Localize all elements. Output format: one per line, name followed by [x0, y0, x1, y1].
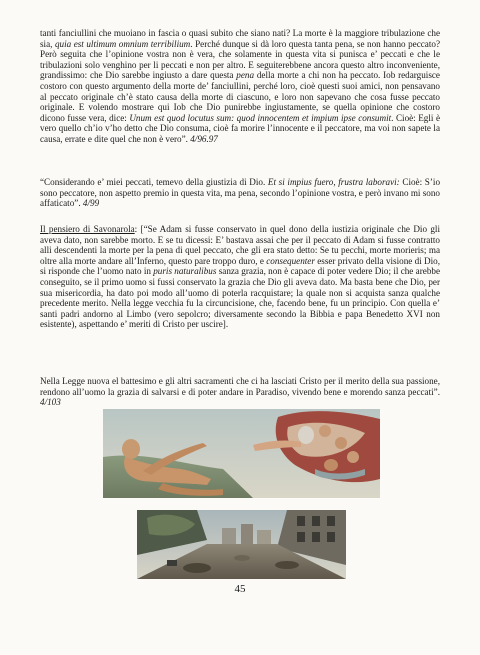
reference: 4/103: [40, 397, 61, 408]
text-run: tanti fanciullini che muoiano in fascia o quasi subito che siano nati? La morte è la maggiore tribulazione che sia,: [40, 28, 440, 49]
text-run: della morte a chi non ha peccato. Iob redarguisce costoro con questo argumento della morte de’ fanciullini, perché loro, cioè questi suoi amici, non pensavano al peccato originale ch’è stato causa della morte di ciascuno, e loro non sapevano che cosa fusse peccato originale. E volendo mostrare qui Iob che Dio punirebbe ingiustamente, se quella opinione che costoro dicono fusse vera, dice:: [40, 70, 440, 123]
paragraph-1: [40, 28, 440, 145]
paragraph-3: [40, 224, 440, 330]
fresco-illustration: [103, 409, 380, 498]
reference: 4/99: [82, 198, 100, 209]
text-run: : [“Se Adam si fusse conservato in quel dono della iustizia originale che Dio gli aveva dato, non sarebbe morto. E se tu dicessi: E’ bastava assai che per il peccato di Adam si fusse contratto alli descendenti la morte per la pena di quel peccato, che gli era stato detto: Se tu pecchi, morte morieris; ma oltre alla morte andare all’Inferno, questo pare troppo duro, e: [40, 224, 440, 266]
street-photo-illustration: [137, 510, 346, 579]
text-run: sanza grazia, non è capace di poter vedere Dio; il che arebbe conseguito, se il primo uomo si fussi conservato la grazia che Dio gli aveva dato. Ma basta bene che Dio, per sua misericordia, ha dato poi modo all’uomo di poterla racquistare; la quale non si acquista sanza qualche precedente merito. Nella legge vecchia fu la circuncisione, che, facendo bene, fu un principio. Con quella e’ santi padri andorno al Limbo (vero sepolcro; diversamente secondo la Bibbia e papa Benedetto XVI non esistente), aspettando e’ meriti di Cristo per uscire].: [40, 266, 440, 330]
text-run: Nella Legge nuova el battesimo e gli altri sacramenti che ci ha lasciati Cristo per il merito della sua passione, rendono all’uomo la grazia di salvarsi e di poter andare in Paradiso, vivendo bene e morendo sanza peccati”.: [40, 376, 440, 397]
reference: 4/96.97: [190, 133, 218, 144]
latin-quote: Et si impius fuero, frustra laboravi:: [267, 177, 400, 187]
text-run: “Considerando e’ miei peccati, temevo della giustizia di Dio.: [40, 177, 268, 187]
italic-word: pena: [236, 70, 255, 81]
paragraph-4: [40, 376, 440, 408]
fresco-image: [103, 409, 380, 498]
latin-quote: quia est ultimum omnium terribilium: [54, 38, 191, 49]
latin-quote: Unum est quod locutus sum: quod innocentem et impium ipse consumit: [129, 112, 392, 123]
text-run: . Perché dunque si dà loro questa tanta pena, se non hanno peccato? Però seguita che l’opinione vostra non è vera, che solamente in questa vita si punisca e’ peccati e che le tribulazioni solo venghino per li peccati e non per altro. E seguiterebbene ancora questo altro inconveniente, grandissimo: che Dio sarebbe ingiusto a dare questa: [40, 38, 441, 81]
text-run: Cioè: S’io sono peccatore, non aspetto premio in questa vita, ma pena, secondo l’opinione vostra, e però invano mi sono affaticato”.: [40, 177, 441, 209]
paragraph-2: [40, 177, 440, 209]
italic-word: consequenter: [266, 255, 315, 266]
text-run: . Cioè: Egli è vero quello ch’io v’ho detto che Dio consuma, cioè fa morire l’innocente e il peccatore, ma voi non sapete la causa, errate e dite quel che non è vero”.: [40, 112, 440, 144]
section-heading: Il pensiero di Savonarola: [40, 224, 135, 234]
latin-quote: puris naturalibus: [153, 266, 217, 277]
page-number: 45: [234, 583, 246, 595]
text-run: esser privato della visione di Dio, si risponde che l’uomo nato in: [40, 255, 440, 277]
ruined-street-image: [137, 510, 346, 579]
